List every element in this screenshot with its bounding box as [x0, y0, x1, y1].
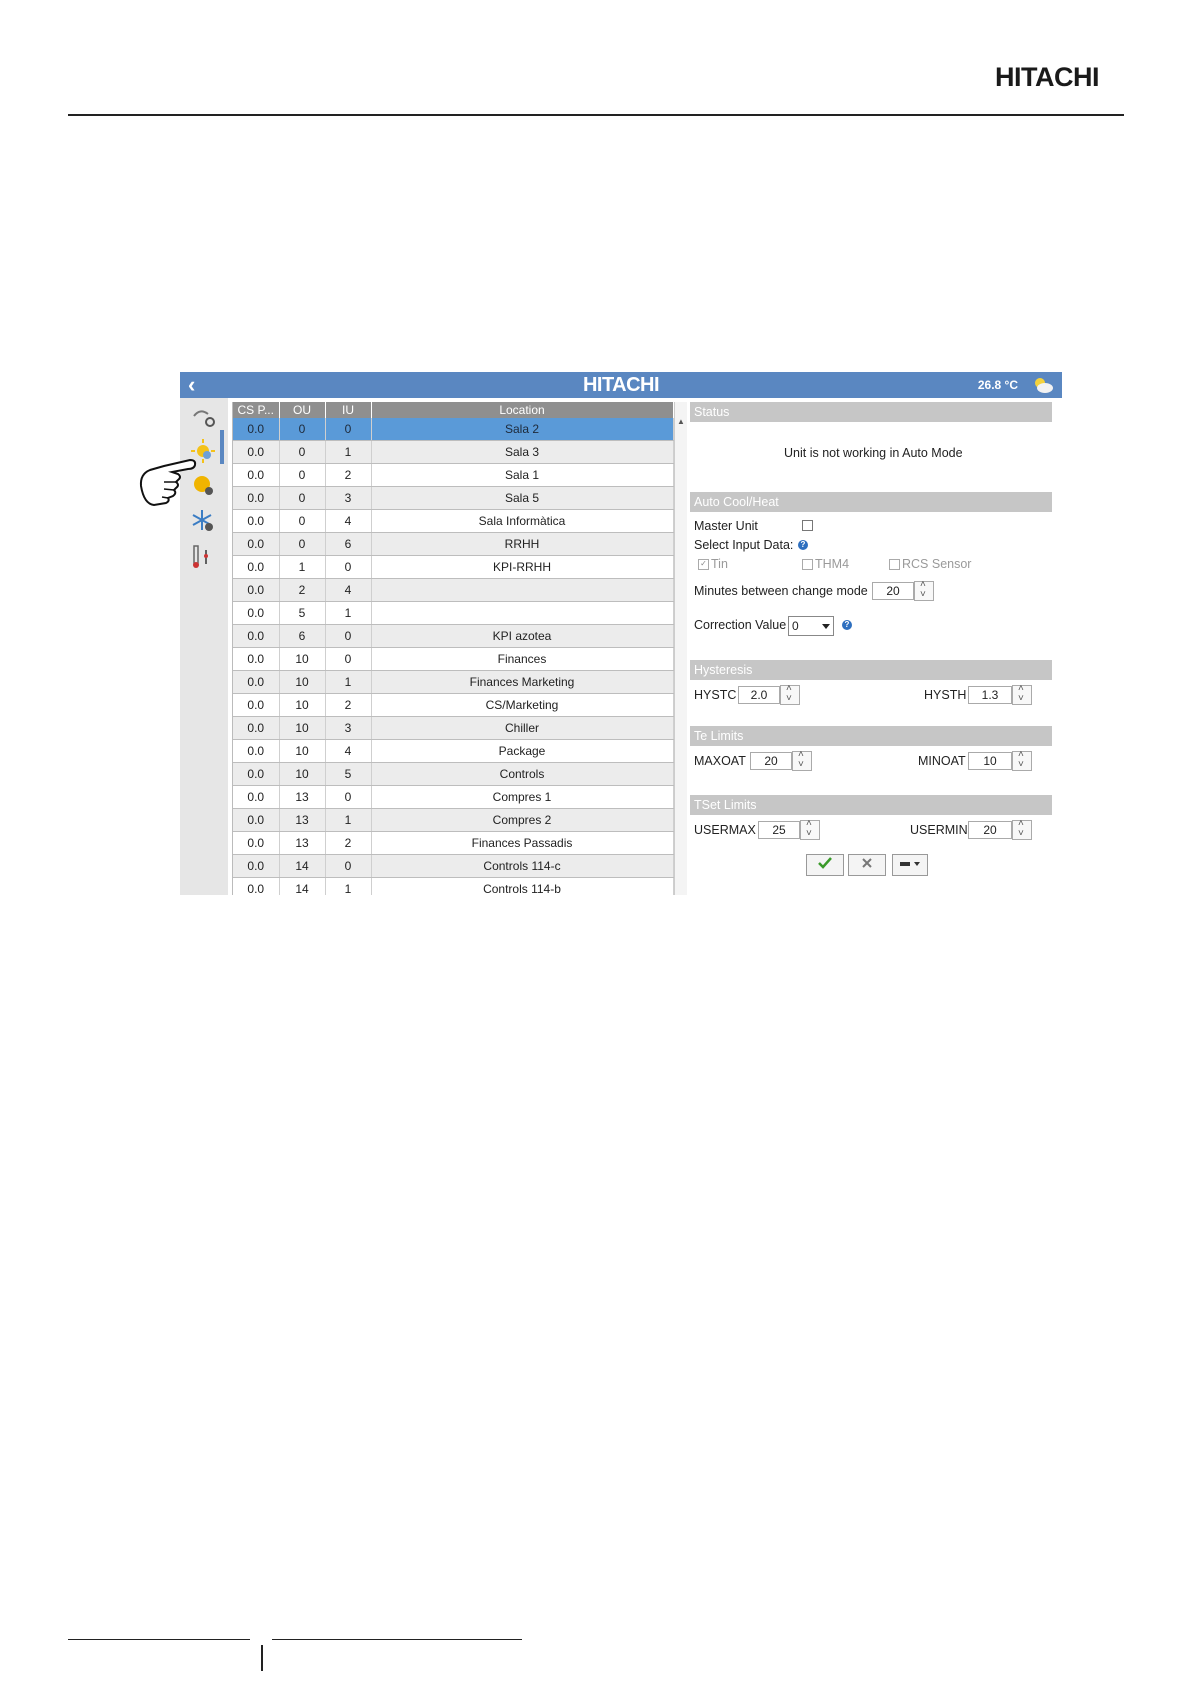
- footer-separator: [261, 1645, 263, 1671]
- minutes-input[interactable]: 20: [872, 582, 914, 600]
- cell-ou: 14: [279, 878, 325, 896]
- cell-location: RRHH: [371, 533, 673, 556]
- cell-iu: 3: [325, 487, 371, 510]
- cell-ou: 5: [279, 602, 325, 625]
- table-row[interactable]: [233, 625, 673, 648]
- cell-ou: 0: [279, 510, 325, 533]
- cell-location: Controls 114-b: [371, 878, 673, 896]
- cell-location: KPI-RRHH: [371, 556, 673, 579]
- chevron-down-icon: [822, 624, 830, 629]
- cell-iu: 2: [325, 832, 371, 855]
- master-unit-checkbox[interactable]: [802, 520, 813, 531]
- cell-ou: 2: [279, 579, 325, 602]
- pointing-hand-icon: [138, 456, 200, 508]
- cell-csp: 0.0: [233, 694, 279, 717]
- cell-location: Sala 2: [371, 418, 673, 441]
- back-button[interactable]: ‹: [188, 372, 196, 397]
- cell-location: Finances Passadis: [371, 832, 673, 855]
- rcs-sensor-label: RCS Sensor: [902, 557, 972, 571]
- column-header-csp[interactable]: CS P...: [233, 402, 279, 418]
- help-icon[interactable]: ?: [798, 540, 808, 550]
- cell-csp: 0.0: [233, 786, 279, 809]
- table-row[interactable]: [233, 786, 673, 809]
- cell-ou: 0: [279, 487, 325, 510]
- cell-ou: 10: [279, 717, 325, 740]
- cell-location: Sala 1: [371, 464, 673, 487]
- cell-location: Controls: [371, 763, 673, 786]
- section-auto-cool-heat: Auto Cool/Heat: [690, 492, 1052, 512]
- table-row[interactable]: [233, 441, 673, 464]
- cell-csp: 0.0: [233, 832, 279, 855]
- cell-iu: 4: [325, 579, 371, 602]
- usermin-stepper[interactable]: [1012, 820, 1032, 840]
- cell-iu: 1: [325, 878, 371, 896]
- cell-ou: 13: [279, 786, 325, 809]
- table-row[interactable]: [233, 763, 673, 786]
- cell-ou: 0: [279, 533, 325, 556]
- cell-iu: 4: [325, 510, 371, 533]
- cell-iu: 1: [325, 671, 371, 694]
- table-header-row: [233, 402, 673, 418]
- cell-iu: 1: [325, 809, 371, 832]
- header-rule: [68, 114, 1124, 116]
- cell-ou: 10: [279, 740, 325, 763]
- table-row[interactable]: [233, 717, 673, 740]
- cell-iu: 0: [325, 418, 371, 441]
- cell-iu: 1: [325, 602, 371, 625]
- section-hysteresis: Hysteresis: [690, 660, 1052, 680]
- column-header-location[interactable]: Location: [371, 402, 673, 418]
- check-icon: [818, 857, 832, 869]
- usermax-input[interactable]: 25: [758, 821, 800, 839]
- cell-location: Finances Marketing: [371, 671, 673, 694]
- pump-icon[interactable]: [190, 406, 216, 432]
- cell-csp: 0.0: [233, 464, 279, 487]
- cancel-button[interactable]: [848, 854, 886, 876]
- maxoat-stepper[interactable]: [792, 751, 812, 771]
- cell-csp: 0.0: [233, 579, 279, 602]
- cell-csp: 0.0: [233, 510, 279, 533]
- cell-ou: 13: [279, 832, 325, 855]
- cell-csp: 0.0: [233, 855, 279, 878]
- cell-iu: 2: [325, 694, 371, 717]
- cell-location: Sala Informàtica: [371, 510, 673, 533]
- cell-ou: 6: [279, 625, 325, 648]
- scroll-up-arrow[interactable]: ▲: [677, 417, 685, 426]
- tin-checkbox[interactable]: ✓: [698, 559, 709, 570]
- cell-location: KPI azotea: [371, 625, 673, 648]
- minutes-label: Minutes between change mode: [694, 584, 868, 598]
- table-row[interactable]: [233, 809, 673, 832]
- table-row[interactable]: [233, 878, 673, 896]
- correction-value: 0: [792, 619, 799, 633]
- table-row[interactable]: [233, 832, 673, 855]
- cell-iu: 6: [325, 533, 371, 556]
- table-row[interactable]: [233, 671, 673, 694]
- cell-location: Controls 114-c: [371, 855, 673, 878]
- table-row[interactable]: [233, 556, 673, 579]
- cell-location: [371, 579, 673, 602]
- usermax-label: USERMAX: [694, 823, 756, 837]
- maxoat-label: MAXOAT: [694, 754, 746, 768]
- brand-logo: HITACHI: [995, 62, 1099, 92]
- cell-iu: 1: [325, 441, 371, 464]
- tin-label: Tin: [711, 557, 728, 571]
- cell-location: Chiller: [371, 717, 673, 740]
- close-icon: [861, 857, 873, 869]
- footer-rule-left: [68, 1639, 250, 1640]
- hystc-stepper[interactable]: [780, 685, 800, 705]
- cell-ou: 0: [279, 418, 325, 441]
- active-indicator: [220, 430, 224, 464]
- app-title: HITACHI: [582, 374, 660, 396]
- section-status: Status: [690, 402, 1052, 422]
- cell-location: Compres 1: [371, 786, 673, 809]
- thm4-checkbox[interactable]: [802, 559, 813, 570]
- cell-csp: 0.0: [233, 487, 279, 510]
- cell-iu: 5: [325, 763, 371, 786]
- dropdown-menu-icon: [899, 859, 921, 869]
- title-bar: [180, 372, 1062, 398]
- table-row[interactable]: [233, 510, 673, 533]
- cell-ou: 1: [279, 556, 325, 579]
- table-row[interactable]: [233, 648, 673, 671]
- cell-csp: 0.0: [233, 717, 279, 740]
- cell-location: Package: [371, 740, 673, 763]
- cell-csp: 0.0: [233, 418, 279, 441]
- cell-location: Sala 3: [371, 441, 673, 464]
- cell-location: Finances: [371, 648, 673, 671]
- maxoat-input[interactable]: 20: [750, 752, 792, 770]
- cell-csp: 0.0: [233, 648, 279, 671]
- table-row[interactable]: [233, 740, 673, 763]
- cell-ou: 10: [279, 671, 325, 694]
- footer-rule-right: [272, 1639, 522, 1640]
- cell-iu: 3: [325, 717, 371, 740]
- hystc-label: HYSTC: [694, 688, 737, 702]
- cell-csp: 0.0: [233, 763, 279, 786]
- help-icon[interactable]: ?: [842, 620, 852, 630]
- section-tset-limits: TSet Limits: [690, 795, 1052, 815]
- cell-ou: 14: [279, 855, 325, 878]
- cell-iu: 0: [325, 648, 371, 671]
- minoat-stepper[interactable]: [1012, 751, 1032, 771]
- thm4-label: THM4: [815, 557, 850, 571]
- column-header-iu[interactable]: IU: [325, 402, 371, 418]
- cell-ou: 10: [279, 763, 325, 786]
- cell-ou: 13: [279, 809, 325, 832]
- usermax-stepper[interactable]: [800, 820, 820, 840]
- snowflake-gear-icon[interactable]: [190, 508, 216, 534]
- cell-iu: 0: [325, 625, 371, 648]
- select-input-label: Select Input Data:: [694, 538, 794, 552]
- column-header-ou[interactable]: OU: [279, 402, 325, 418]
- hysth-label: HYSTH: [924, 688, 967, 702]
- cell-csp: 0.0: [233, 441, 279, 464]
- auto-mode-panel: [690, 402, 1062, 895]
- cell-csp: 0.0: [233, 556, 279, 579]
- minoat-input[interactable]: 10: [968, 752, 1012, 770]
- cell-location: Sala 5: [371, 487, 673, 510]
- cell-csp: 0.0: [233, 625, 279, 648]
- cell-csp: 0.0: [233, 602, 279, 625]
- section-te-limits: Te Limits: [690, 726, 1052, 746]
- table-row[interactable]: [233, 418, 673, 441]
- cell-iu: 4: [325, 740, 371, 763]
- cell-iu: 0: [325, 855, 371, 878]
- cell-iu: 0: [325, 556, 371, 579]
- cell-ou: 0: [279, 464, 325, 487]
- table-row[interactable]: [233, 464, 673, 487]
- cell-iu: 2: [325, 464, 371, 487]
- cell-csp: 0.0: [233, 533, 279, 556]
- table-row[interactable]: [233, 855, 673, 878]
- cell-csp: 0.0: [233, 809, 279, 832]
- rcs-sensor-checkbox[interactable]: [889, 559, 900, 570]
- usermin-label: USERMIN: [910, 823, 968, 837]
- app-window: [180, 372, 1062, 895]
- more-options-button[interactable]: [892, 854, 928, 876]
- cell-ou: 10: [279, 694, 325, 717]
- cell-location: [371, 602, 673, 625]
- correction-select[interactable]: [788, 616, 834, 636]
- table-row[interactable]: [233, 487, 673, 510]
- cell-csp: 0.0: [233, 740, 279, 763]
- master-unit-label: Master Unit: [694, 519, 758, 533]
- temperature-readout: 26.8 °C: [977, 378, 1018, 392]
- cell-ou: 0: [279, 441, 325, 464]
- cell-location: CS/Marketing: [371, 694, 673, 717]
- table-row[interactable]: [233, 533, 673, 556]
- table-scrollbar[interactable]: [674, 402, 687, 895]
- table-row[interactable]: [233, 694, 673, 717]
- cell-iu: 0: [325, 786, 371, 809]
- hysth-input[interactable]: 1.3: [968, 686, 1012, 704]
- status-message: Unit is not working in Auto Mode: [784, 446, 963, 460]
- thermometer-icon[interactable]: [190, 544, 216, 570]
- cell-location: Compres 2: [371, 809, 673, 832]
- correction-label: Correction Value: [694, 618, 787, 632]
- table-row[interactable]: [233, 579, 673, 602]
- minutes-stepper[interactable]: [914, 581, 934, 601]
- hystc-input[interactable]: 2.0: [738, 686, 780, 704]
- confirm-button[interactable]: [806, 854, 844, 876]
- usermin-input[interactable]: 20: [968, 821, 1012, 839]
- cell-ou: 10: [279, 648, 325, 671]
- cell-csp: 0.0: [233, 878, 279, 896]
- minoat-label: MINOAT: [918, 754, 966, 768]
- table-row[interactable]: [233, 602, 673, 625]
- hysth-stepper[interactable]: [1012, 685, 1032, 705]
- cell-csp: 0.0: [233, 671, 279, 694]
- cloud-sun-icon: [1032, 376, 1054, 394]
- units-table: [232, 402, 683, 895]
